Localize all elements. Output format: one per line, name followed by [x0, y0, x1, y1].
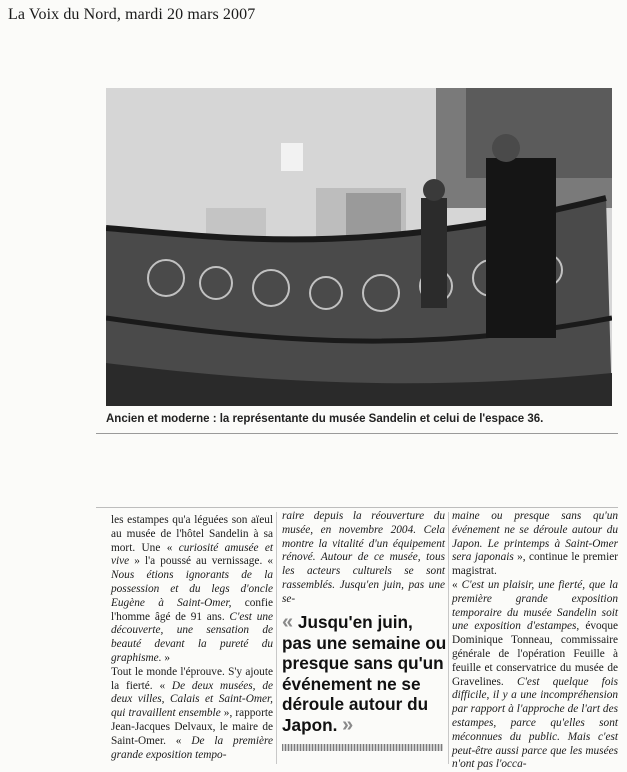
article-body [96, 507, 618, 769]
text-run: Nous étions ignorants de la possession et du legs d'oncle Eugène à Saint-Omer, [111, 569, 273, 609]
text-run: maine ou presque sans qu'un événement ne se déroule autour du Japon. Le printemps à Saint-Omer sera japonais [452, 510, 618, 564]
text-run: les estampes qu'a léguées son aïeul au musée de l'hôtel Sandelin à sa mort. Une « [111, 514, 273, 554]
text-run: De la première grande exposition tempo- [111, 734, 273, 761]
pull-quote-bar [282, 744, 443, 751]
text-run: », rapporte Jean-Jacques Delvaux, le maire de Saint-Omer. « [111, 707, 273, 747]
pull-quote [282, 612, 447, 735]
photo-caption: Ancien et moderne : la représentante du musée Sandelin et celui de l'espace 36. [106, 413, 544, 425]
column-divider [276, 512, 277, 764]
text-run: curiosité amusée et vive [111, 541, 274, 568]
article-column-3 [452, 510, 618, 772]
paragraph [452, 510, 618, 579]
article-column-1 [111, 514, 273, 762]
paragraph [282, 510, 445, 607]
text-run: évoque Dominique Tonneau, commissaire générale de l'opération Feuille à feuille et conservatrice du musée de Gravelines. [452, 620, 618, 688]
paragraph [111, 666, 273, 763]
staircase-illustration [106, 88, 612, 406]
column-divider [448, 512, 449, 764]
text-run: Tout le monde l'éprouve. S'y ajoute la fierté. « [111, 665, 273, 692]
text-run: Cela montre la vitalité d'un équipement rénové. Autour de ce musée, tous les acteurs culturels se sont rassemblés. Jusqu'en juin, pas une se- [282, 523, 445, 605]
text-run: raire depuis la réouverture du musée, en novembre 2004. [282, 510, 445, 536]
paragraph [111, 514, 273, 666]
text-run: C'est une découverte, une sensation de beauté devant la pureté du graphisme. [111, 610, 273, 664]
text-run: De deux musées, de deux villes, Calais et Saint-Omer, qui travaillent ensemble [111, 679, 273, 720]
photo-block [96, 88, 618, 434]
article-column-2 [282, 510, 445, 607]
text-run: C'est quelque fois difficile, il y a une incompréhension par rapport à l'approche de l'art des estampes, parce qu'elles sont méconnues du public. Mais c'est peut-être aussi parce que les musées n'ont pas l'occa- [452, 675, 618, 771]
quote-close-mark: » [342, 713, 354, 736]
staircase-photo [106, 88, 612, 406]
text-run: confie l'homme âgé de 91 ans. [111, 596, 273, 623]
paragraph [452, 579, 618, 772]
text-run: », continue le premier magistrat. [452, 551, 618, 578]
pull-quote-text: Jusqu'en juin, pas une semaine ou presque sans qu'un événement ne se déroule autour du Japon. [282, 612, 447, 735]
text-run: C'est un plaisir, une fierté, que la première grande exposition temporaire du musée Sandelin soit une exposition d'estampes, [452, 578, 618, 633]
text-run: « [452, 578, 462, 591]
quote-open-mark: « [282, 611, 294, 633]
text-run: » l'a poussé au vernissage. « [129, 555, 273, 568]
text-run: » [161, 651, 171, 664]
newspaper-header: La Voix du Nord, mardi 20 mars 2007 [8, 6, 256, 23]
